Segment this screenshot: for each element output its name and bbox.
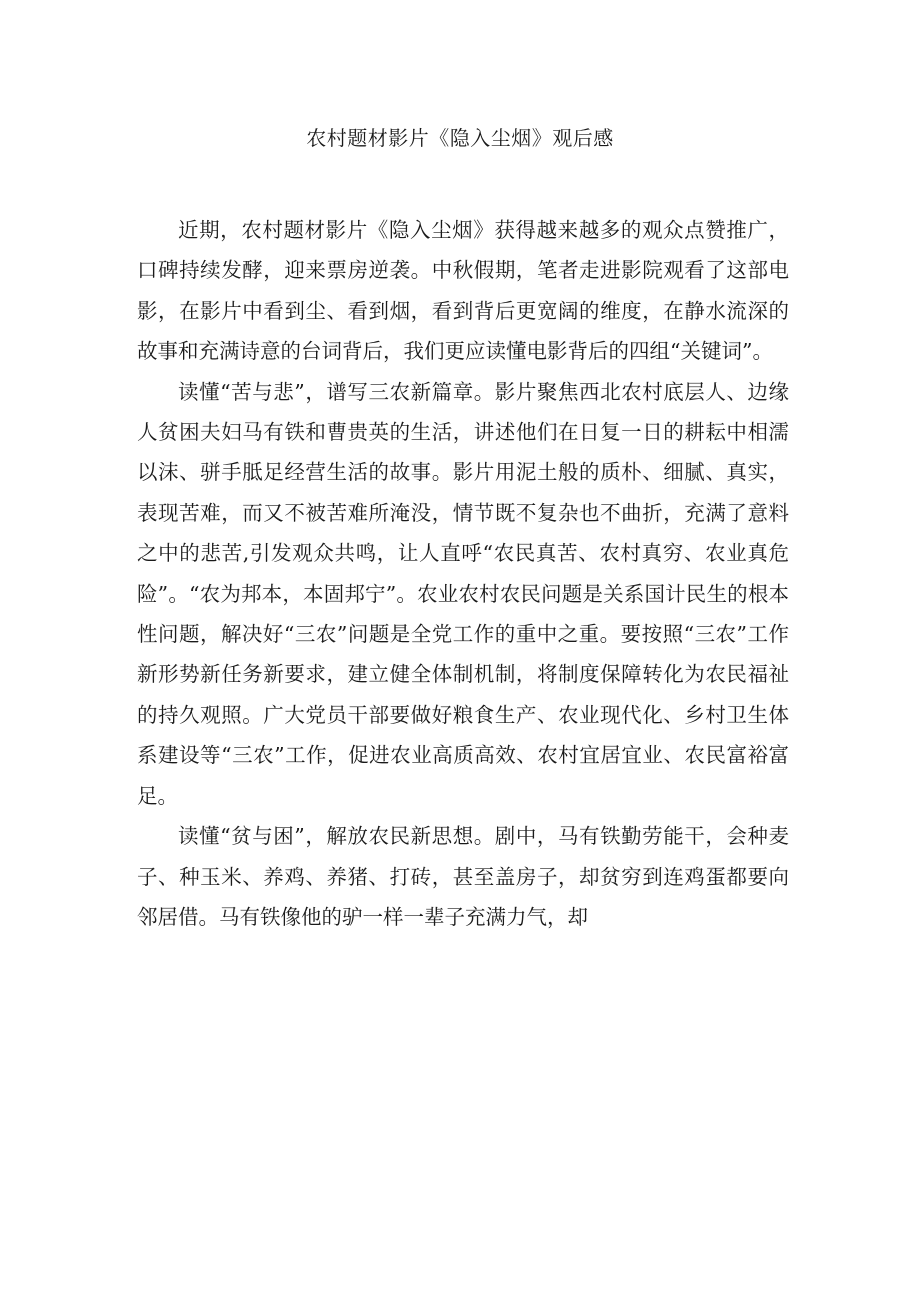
document-title: 农村题材影片《隐入尘烟》观后感: [306, 126, 614, 150]
paragraph-hardship: 读懂“苦与悲”，谱写三农新篇章。影片聚焦西北农村底层人、边缘人贫困夫妇马有铁和曹贵英的生活，讲述他们在日复一日的耕耘中相濡以沫、骈手胝足经营生活的故事。影片用泥土般的质朴、细腻、真实，表现苦难，而又不被苦难所淹没，情节既不复杂也不曲折，充满了意料之中的悲苦,引发观众共鸣，让人直呼“农民真苦、农村真穷、农业真危险”。“农为邦本，本固邦宁”。农业农村农民问题是关系国计民生的根本性问题，解决好“三农”问题是全党工作的重中之重。要按照“三农”工作新形势新任务新要求，建立健全体制机制，将制度保障转化为农民福祉的持久观照。广大党员干部要做好粮食生产、农业现代化、乡村卫生体系建设等“三农”工作，促进农业高质高效、农村宜居宜业、农民富裕富足。: [137, 379, 789, 808]
document-body: [137, 210, 789, 937]
paragraph-poverty: 读懂“贫与困”，解放农民新思想。剧中，马有铁勤劳能干，会种麦子、种玉米、养鸡、养猪、打砖，甚至盖房子，却贫穷到连鸡蛋都要向邻居借。马有铁像他的驴一样一辈子充满力气，却: [137, 824, 789, 929]
paragraph-intro: 近期，农村题材影片《隐入尘烟》获得越来越多的观众点赞推广，口碑持续发酵，迎来票房逆袭。中秋假期，笔者走进影院观看了这部电影，在影片中看到尘、看到烟，看到背后更宽阔的维度，在静水流深的故事和充满诗意的台词背后，我们更应读懂电影背后的四组“关键词”。: [137, 218, 789, 364]
